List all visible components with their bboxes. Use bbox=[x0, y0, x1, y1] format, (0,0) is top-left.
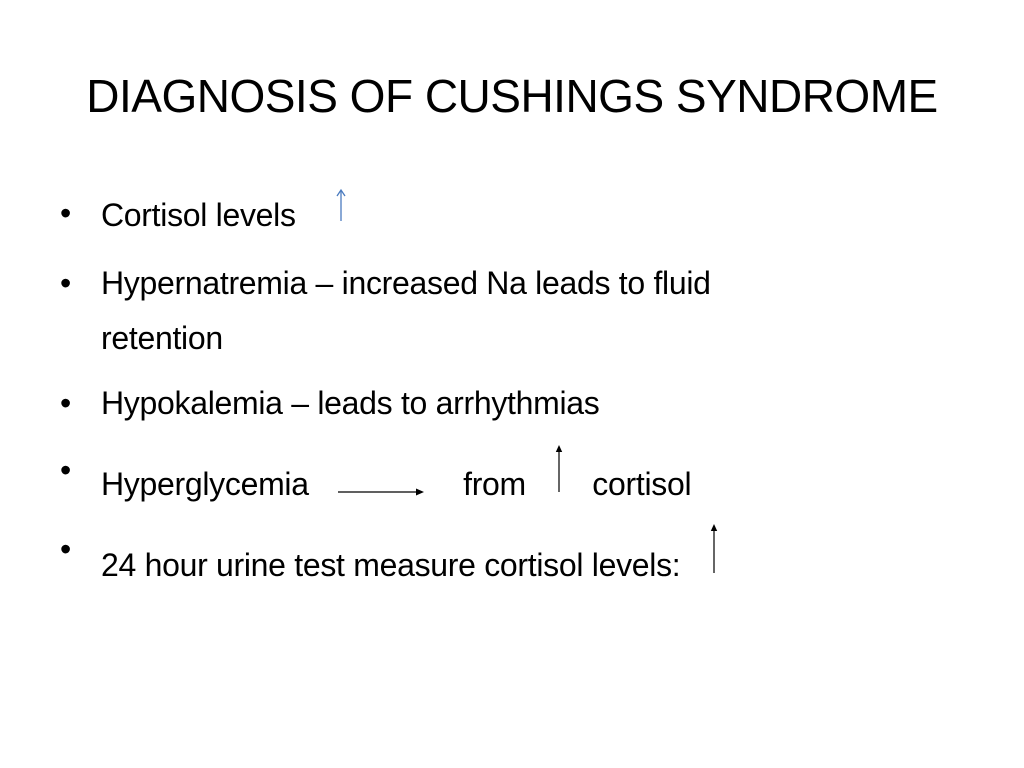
bullet-text-line-1: Hypernatremia – increased Na leads to fluid bbox=[101, 265, 711, 301]
bullet-item-cortisol-levels bbox=[60, 188, 960, 240]
bullet-dot: • bbox=[60, 531, 71, 567]
bullet-item-urine-test bbox=[60, 524, 960, 590]
bullet-item-hyperglycemia bbox=[60, 445, 960, 509]
bullet-dot: • bbox=[60, 385, 71, 421]
up-arrow-icon bbox=[710, 524, 718, 574]
bullet-text-hyperglycemia: Hyperglycemia bbox=[101, 466, 309, 502]
bullet-text: Hypokalemia – leads to arrhythmias bbox=[101, 385, 600, 421]
slide-title: DIAGNOSIS OF CUSHINGS SYNDROME bbox=[86, 70, 938, 122]
right-arrow-icon bbox=[338, 486, 424, 498]
bullet-item-hypokalemia bbox=[60, 378, 960, 428]
bullet-text-line-2: retention bbox=[101, 320, 223, 356]
bullet-dot: • bbox=[60, 452, 71, 488]
bullet-text-from: from bbox=[463, 466, 526, 502]
bullet-text-cortisol: cortisol bbox=[592, 466, 692, 502]
bullet-list bbox=[60, 188, 960, 590]
up-arrow-icon bbox=[555, 445, 563, 493]
bullet-item-hypernatremia bbox=[60, 256, 960, 366]
up-arrow-icon bbox=[335, 188, 347, 222]
bullet-text: 24 hour urine test measure cortisol levels: bbox=[101, 547, 681, 583]
bullet-dot: • bbox=[60, 265, 71, 301]
bullet-dot: • bbox=[60, 195, 71, 231]
bullet-text: Cortisol levels bbox=[101, 197, 296, 233]
